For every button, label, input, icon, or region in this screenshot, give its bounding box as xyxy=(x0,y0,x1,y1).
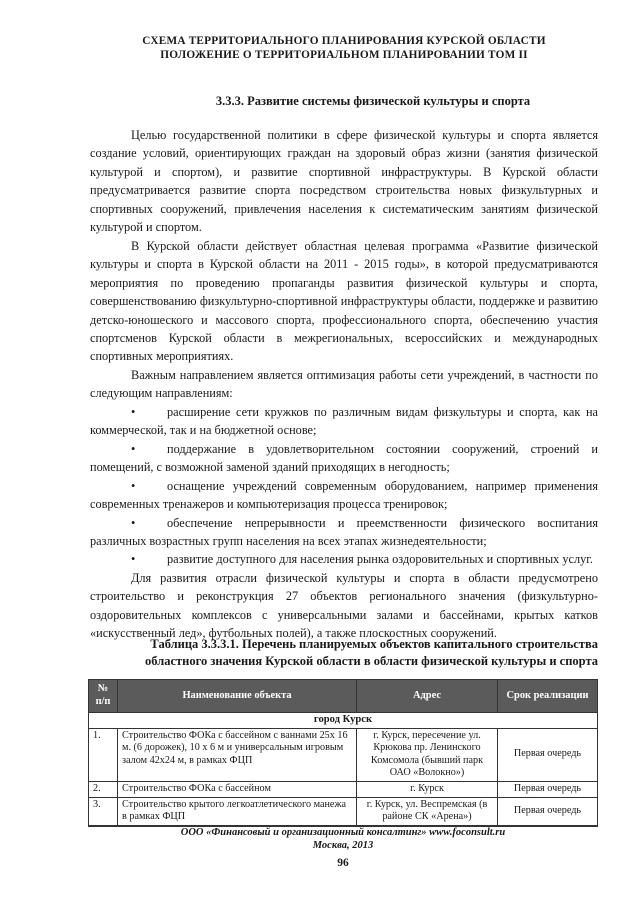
bullet-text: развитие доступного для населения рынка оздоровительных и спортивных услуг. xyxy=(167,552,593,567)
cell-name: Строительство ФОКа с бассейном xyxy=(118,781,357,797)
cell-address: г. Курск, ул. Веспремская (в районе СК «Арена») xyxy=(357,797,498,825)
cell-name: Строительство ФОКа с бассейном с ваннами 25х 16 м. (6 дорожек), 10 х 6 м и универсальным игровым залом 42х24 м, в рамках ФЦП xyxy=(118,728,357,781)
bullet-item xyxy=(90,514,598,551)
table-header-row xyxy=(89,680,598,713)
cell-name: Строительство крытого легкоатлетического манежа в рамках ФЦП xyxy=(118,797,357,825)
bullet-text: оснащение учреждений современным оборудованием, например применения современных тренажеров и компьютеризация процесса тренировок; xyxy=(90,478,598,512)
table-title xyxy=(118,636,598,670)
bullet-item xyxy=(90,550,598,568)
document-footer xyxy=(88,826,598,852)
bullet-item xyxy=(90,477,598,514)
footer-line-2: Москва, 2013 xyxy=(312,840,374,851)
cell-address: г. Курск, пересечение ул. Крюкова пр. Ленинского Комсомола (бывший парк ОАО «Волокно») xyxy=(357,728,498,781)
column-header-num: № п/п xyxy=(89,680,118,713)
cell-term: Первая очередь xyxy=(498,797,598,825)
bullet-icon: • xyxy=(131,441,136,456)
bullet-icon: • xyxy=(131,478,136,493)
bullet-text: обеспечение непрерывности и преемственности физического воспитания различных возрастных групп населения на всех этапах жизнедеятельности; xyxy=(90,515,598,548)
paragraph: Целью государственной политики в сфере физической культуры и спорта является создание условий, ориентирующих граждан на здоровый образ жизни (занятия физической культурой и спортом), и развитие спортивной инфраструктуры. В Курской области предусматривается развитие спорта посредством строительства новых физкультурных и спортивных сооружений, привлечения населения к систематическим занятиям физической культурой и спортом. xyxy=(90,128,598,235)
table-row xyxy=(89,797,598,825)
column-header-name: Наименование объекта xyxy=(118,680,357,713)
header-line-2: ПОЛОЖЕНИЕ О ТЕРРИТОРИАЛЬНОМ ПЛАНИРОВАНИИ ТОМ II xyxy=(160,49,528,61)
column-header-term: Срок реализации xyxy=(498,680,598,713)
paragraph: Для развития отрасли физической культуры и спорта в области предусмотрено строительство и реконструкция 27 объектов регионального значения (физкультурно-оздоровительных комплексов с универсальными залами и бассейнами, крытых катков «искусственный лед», футбольных полей), а также плоскостных сооружений. xyxy=(90,570,598,641)
cell-address: г. Курск xyxy=(357,781,498,797)
group-label: город Курск xyxy=(89,713,598,729)
bullet-icon: • xyxy=(131,515,136,530)
cell-num: 2. xyxy=(89,781,118,797)
table-group-row xyxy=(89,713,598,729)
objects-table xyxy=(88,679,598,826)
document-header xyxy=(90,34,598,62)
bullet-text: поддержание в удовлетворительном состоянии сооружений, строений и помещений, с возможной заменой зданий приходящих в негодность; xyxy=(90,441,598,475)
paragraph: Важным направлением является оптимизация работы сети учреждений, в частности по следующим направлениям: xyxy=(90,367,598,401)
table-row xyxy=(89,728,598,781)
paragraph: В Курской области действует областная целевая программа «Развитие физической культуры и спорта в Курской области на 2011 - 2015 годы», в которой предусматриваются мероприятия по проведению пропаганды развития физической культуры и спорта, совершенствованию физкультурно-спортивной инфраструктуры области, поддержке и развитию детско-юношеского и массового спорта, профессионального спорта, обеспечению участия спортсменов Курской области в межрегиональных, всероссийских и международных спортивных мероприятиях. xyxy=(90,238,598,364)
column-header-address: Адрес xyxy=(357,680,498,713)
bullet-item xyxy=(90,403,598,440)
bullet-icon: • xyxy=(131,552,136,567)
cell-term: Первая очередь xyxy=(498,781,598,797)
table-title-line-1: Таблица 3.3.3.1. Перечень планируемых объектов капитального строительства xyxy=(150,637,598,651)
page-number: 96 xyxy=(337,857,349,869)
header-line-1: СХЕМА ТЕРРИТОРИАЛЬНОГО ПЛАНИРОВАНИЯ КУРСКОЙ ОБЛАСТИ xyxy=(142,35,546,47)
body-text xyxy=(90,126,598,643)
section-title: 3.3.3. Развитие системы физической культуры и спорта xyxy=(215,94,531,108)
cell-num: 1. xyxy=(89,728,118,781)
table-row xyxy=(89,781,598,797)
cell-num: 3. xyxy=(89,797,118,825)
table-title-line-2: областного значения Курской области в области физической культуры и спорта xyxy=(145,654,598,668)
footer-line-1: ООО «Финансовый и организационный консалтинг» www.foconsult.ru xyxy=(180,827,506,838)
cell-term: Первая очередь xyxy=(498,728,598,781)
bullet-text: расширение сети кружков по различным видам физкультуры и спорта, как на коммерческой, так и на бюджетной основе; xyxy=(90,404,598,438)
bullet-icon: • xyxy=(131,404,136,419)
bullet-item xyxy=(90,440,598,477)
